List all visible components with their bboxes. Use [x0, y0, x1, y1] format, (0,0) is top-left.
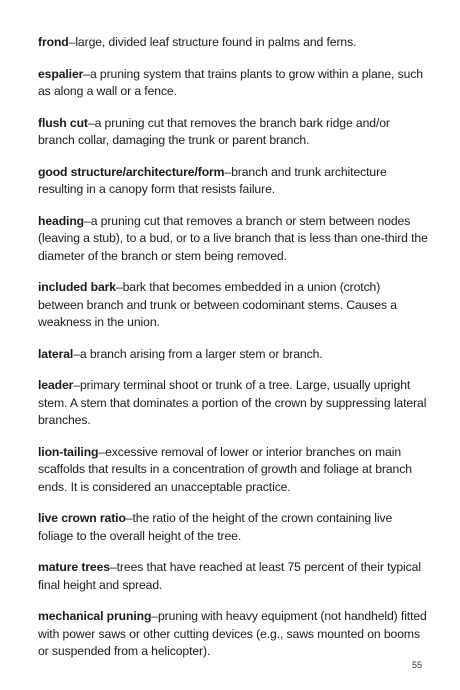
glossary-entry-lion-tailing — [38, 444, 428, 497]
glossary-term: lion-tailing — [38, 444, 99, 459]
glossary-entry-live-crown-ratio — [38, 510, 428, 545]
glossary-term: espalier — [38, 66, 84, 81]
glossary-definition: –branch and trunk architecture resulting in a canopy form that resists failure. — [38, 164, 387, 196]
glossary-definition: –bark that becomes embedded in a union (crotch) between branch and trunk or between codominant stems. Causes a weakness in the union. — [38, 280, 397, 329]
glossary-entry-leader — [38, 377, 428, 430]
glossary-term: leader — [38, 378, 74, 392]
page-number: 55 — [411, 660, 422, 670]
glossary-definition: –excessive removal of lower or interior branches on main scaffolds that results in a concentration of growth and foliage at branch ends. It is considered an unacceptable practice. — [38, 444, 412, 494]
glossary-entry-included-bark — [38, 279, 428, 332]
glossary-entry-frond — [38, 34, 428, 52]
glossary-definition: –large, divided leaf structure found in palms and ferns. — [68, 35, 357, 49]
glossary-term: live crown ratio — [38, 511, 126, 525]
glossary-definition: –primary terminal shoot or trunk of a tree. Large, usually upright stem. A stem that dominates a portion of the crown by suppressing lateral branches. — [38, 378, 427, 427]
glossary-entry-lateral — [38, 346, 428, 364]
glossary-definition: –a pruning cut that removes a branch or stem between nodes (leaving a stub), to a bud, or to a live branch that is less than one-third the diameter of the branch or stem being removed. — [38, 213, 428, 263]
glossary-term: mature trees — [38, 560, 110, 574]
glossary-term: heading — [38, 213, 85, 228]
glossary-entry-heading — [38, 213, 428, 266]
glossary-term: good structure/architecture/form — [38, 164, 225, 179]
glossary-definition: –pruning with heavy equipment (not handheld) fitted with power saws or other cutting devices (e.g., saws mounted on booms or suspended from a helicopter). — [38, 609, 427, 658]
glossary-entry-flush-cut — [38, 115, 428, 150]
glossary-term: included bark — [38, 280, 116, 294]
glossary-entry-good-structure — [38, 164, 428, 199]
glossary-entry-mature-trees — [38, 559, 428, 594]
glossary-term: mechanical pruning — [38, 609, 152, 623]
glossary-definition: –the ratio of the height of the crown containing live foliage to the overall height of the tree. — [38, 511, 393, 543]
glossary-definition: –a pruning cut that removes the branch bark ridge and/or branch collar, damaging the trunk or parent branch. — [38, 115, 390, 147]
glossary-entry-mechanical-pruning — [38, 608, 428, 661]
glossary-term: lateral — [38, 346, 74, 361]
glossary-term: frond — [38, 35, 69, 49]
glossary-term: flush cut — [38, 115, 88, 130]
glossary-list — [38, 34, 428, 675]
glossary-definition: –a branch arising from a larger stem or branch. — [73, 346, 323, 361]
glossary-definition: –a pruning system that trains plants to grow within a plane, such as along a wall or a fence. — [38, 66, 423, 98]
glossary-entry-espalier — [38, 66, 428, 101]
glossary-definition: –trees that have reached at least 75 percent of their typical final height and spread. — [38, 560, 421, 592]
